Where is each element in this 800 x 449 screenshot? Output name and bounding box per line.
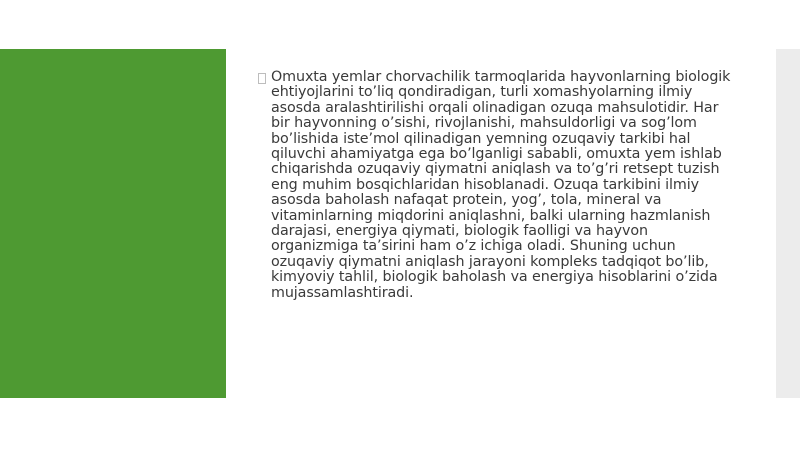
empty-square-bullet-icon [258, 73, 266, 84]
right-edge-strip [776, 49, 800, 398]
body-paragraph: Omuxta yemlar chorvachilik tarmoqlarida hayvonlarning biologik ehtiyojlarini to’liq qondiradigan, turli xomashyolarning ilmiy asosda aralashtirilishi orqali olinadigan ozuqa mahsulotidir. Har bir hayvonning o’sishi, rivojlanishi, mahsuldorligi va sog’lom bo’lishida iste’mol qilinadigan yemning ozuqaviy tarkibi hal qiluvchi ahamiyatga ega bo’lganligi sababli, omuxta yem ishlab chiqarishda ozuqaviy qiymatni aniqlash va to’g’ri retsept tuzish eng muhim bosqichlaridan hisoblanadi. Ozuqa tarkibini ilmiy asosda baholash nafaqat protein, yog’, tola, mineral va vitaminlarning miqdorini aniqlashni, balki ularning hazmlanish darajasi, energiya qiymati, biologik faolligi va hayvon organizmiga ta’sirini ham o’z ichiga oladi. Shuning uchun ozuqaviy qiymatni aniqlash jarayoni kompleks tadqiqot bo’lib, kimyoviy tahlil, biologik baholash va energiya hisoblarini o’zida mujassamlashtiradi. [271, 69, 731, 301]
slide-body-text-box[interactable] [258, 70, 738, 301]
green-accent-panel [0, 49, 226, 398]
